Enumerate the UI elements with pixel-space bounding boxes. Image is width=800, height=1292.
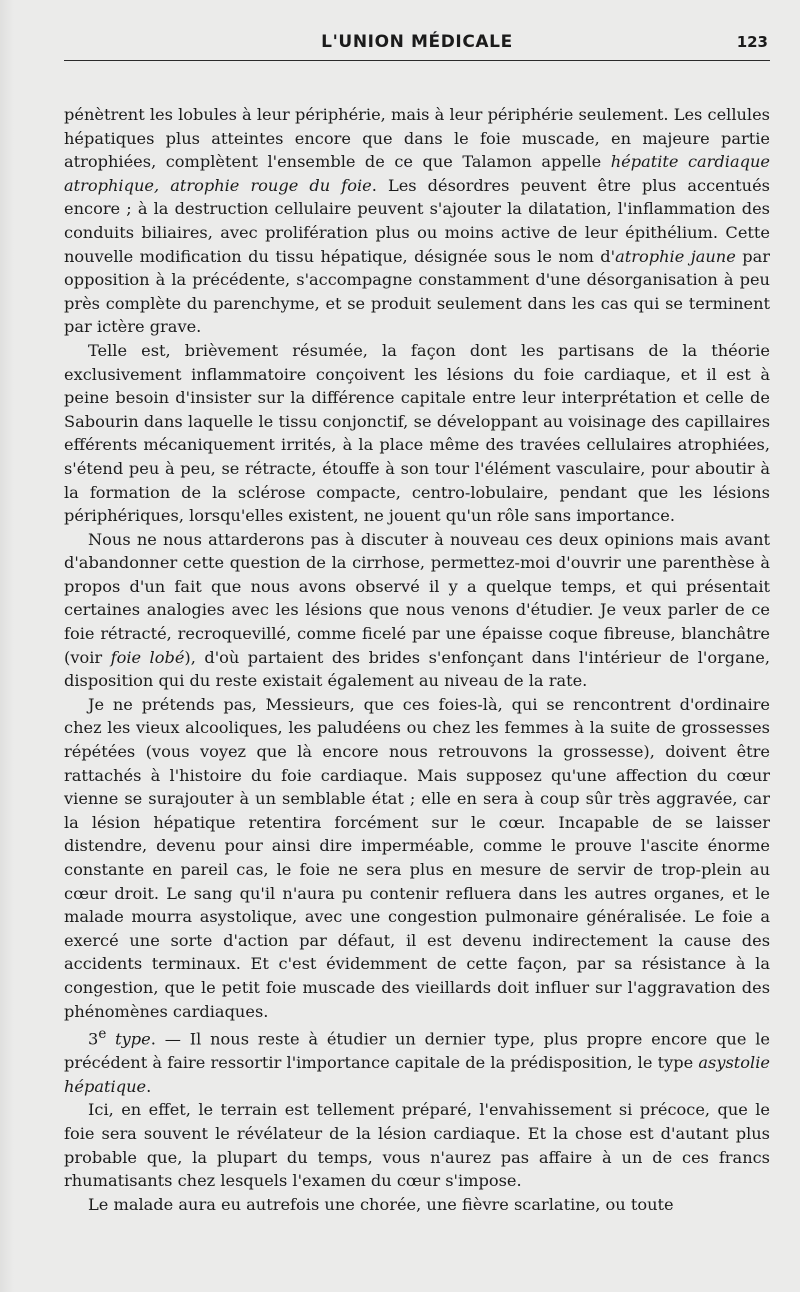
paragraph [64,103,770,339]
text-run: ), d'où partaient des brides s'enfonçant dans l'intérieur de l'organe, disposition qui du reste existait également au niveau de la rate. [64,647,770,691]
page-number: 123 [736,33,768,51]
paragraph [64,1098,770,1192]
italic-text: foie lobé [110,647,185,667]
text-run: par opposition à la précédente, s'accompagne constamment d'une désorganisation à peu près complète du parenchyme, et se produit seulement dans les cas qui se terminent par ictère grave. [64,246,770,337]
italic-text: atrophie jaune [615,246,736,266]
text-run: Je ne prétends pas, Messieurs, que ces foies-là, qui se rencontrent d'ordinaire chez les vieux alcooliques, les paludéens ou chez les femmes à la suite de grossesses répétées (vous voyez que là encore nous retrouvons la grossesse), doivent être rattachés à l'histoire du foie cardiaque. Mais supposez qu'une affection du cœur vienne se surajouter à un semblable état ; elle en sera à coup sûr très aggravée, car la lésion hépatique retentira forcément sur le cœur. Incapable de se laisser distendre, devenu pour ainsi dire imperméable, comme le prouve l'ascite énorme constante en pareil cas, le foie ne sera plus en mesure de servir de trop-plein au cœur droit. Le sang qu'il n'aura pu contenir refluera dans les autres organes, et le malade mourra asystolique, avec une congestion pulmonaire généralisée. Le foie a exercé une sorte d'action par défaut, il est devenu indirectement la cause des accidents terminaux. Et c'est évidemment de cette façon, par sa résistance à la congestion, que le petit foie muscade des vieillards doit influer sur l'aggravation des phénomènes cardiaques. [64,694,770,1021]
paragraph [64,339,770,528]
text-run: Telle est, brièvement résumée, la façon dont les partisans de la théorie exclusivement inflammatoire conçoivent les lésions du foie cardiaque, et il est à peine besoin d'insister sur la différence capitale entre leur interprétation et celle de Sabourin dans laquelle le tissu conjonctif, se développant au voisinage des capillaires efférents mécaniquement irrités, à la place même des travées cellulaires atrophiées, s'étend peu à peu, se rétracte, étouffe à son tour l'élément vasculaire, pour aboutir à la formation de la sclérose compacte, centro-lobulaire, pendant que les lésions périphériques, lorsqu'elles existent, ne jouent qu'un rôle sans importance. [64,340,770,526]
text-run: . [146,1076,152,1096]
text-run: Le malade aura eu autrefois une chorée, une fièvre scarlatine, ou toute [88,1194,674,1214]
paragraph [64,1023,770,1098]
italic-text: hépatite cardiaque atrophique, atrophie rouge du foie [64,152,770,195]
text-run: . — Il nous reste à étudier un dernier type, plus propre encore que le précédent à faire ressortir l'importance capitale de la prédisposition, le type [64,1029,770,1073]
paragraph [64,1193,770,1217]
page-header [64,30,770,61]
running-title: L'UNION MÉDICALE [321,32,513,52]
italic-text: type [115,1029,151,1049]
paragraph [64,528,770,693]
text-run: pénètrent les lobules à leur périphérie, mais à leur périphérie seulement. Les cellules hépatiques plus atteintes encore que dans le foie muscade, en majeure partie atrophiées, complètent l'ensemble de ce que Talamon appelle [64,105,770,172]
text-run [106,1030,115,1049]
text-run: 3 [88,1029,99,1049]
text-run: . Les désordres peuvent être plus accentués encore ; à la destruction cellulaire peuvent s'ajouter la dilatation, l'inflammation des conduits biliaires, avec prolifération plus ou moins active de leur épithélium. Cette nouvelle modification du tissu hépatique, désignée sous le nom d' [64,175,770,266]
text-run: Nous ne nous attarderons pas à discuter à nouveau ces deux opinions mais avant d'abandonner cette question de la cirrhose, permettez-moi d'ouvrir une parenthèse à propos d'un fait que nous avons observé il y a quelque temps, et qui présentait certaines analogies avec les lésions que nous venons d'étudier. Je veux parler de ce foie rétracté, recroquevillé, comme ficelé par une épaisse coque fibreuse, blanchâtre (voir [64,529,770,667]
superscript-text: e [98,1026,107,1043]
text-run: Ici, en effet, le terrain est tellement préparé, l'envahissement si précoce, que le foie sera souvent le révélateur de la lésion cardiaque. Et la chose est d'autant plus probable que, la plupart du temps, vous n'aurez pas affaire à un de ces francs rhumatisants chez lesquels l'examen du cœur s'impose. [64,1100,770,1191]
body-text [64,103,770,1216]
paragraph [64,693,770,1023]
italic-text: asystolie hépatique [64,1053,770,1096]
